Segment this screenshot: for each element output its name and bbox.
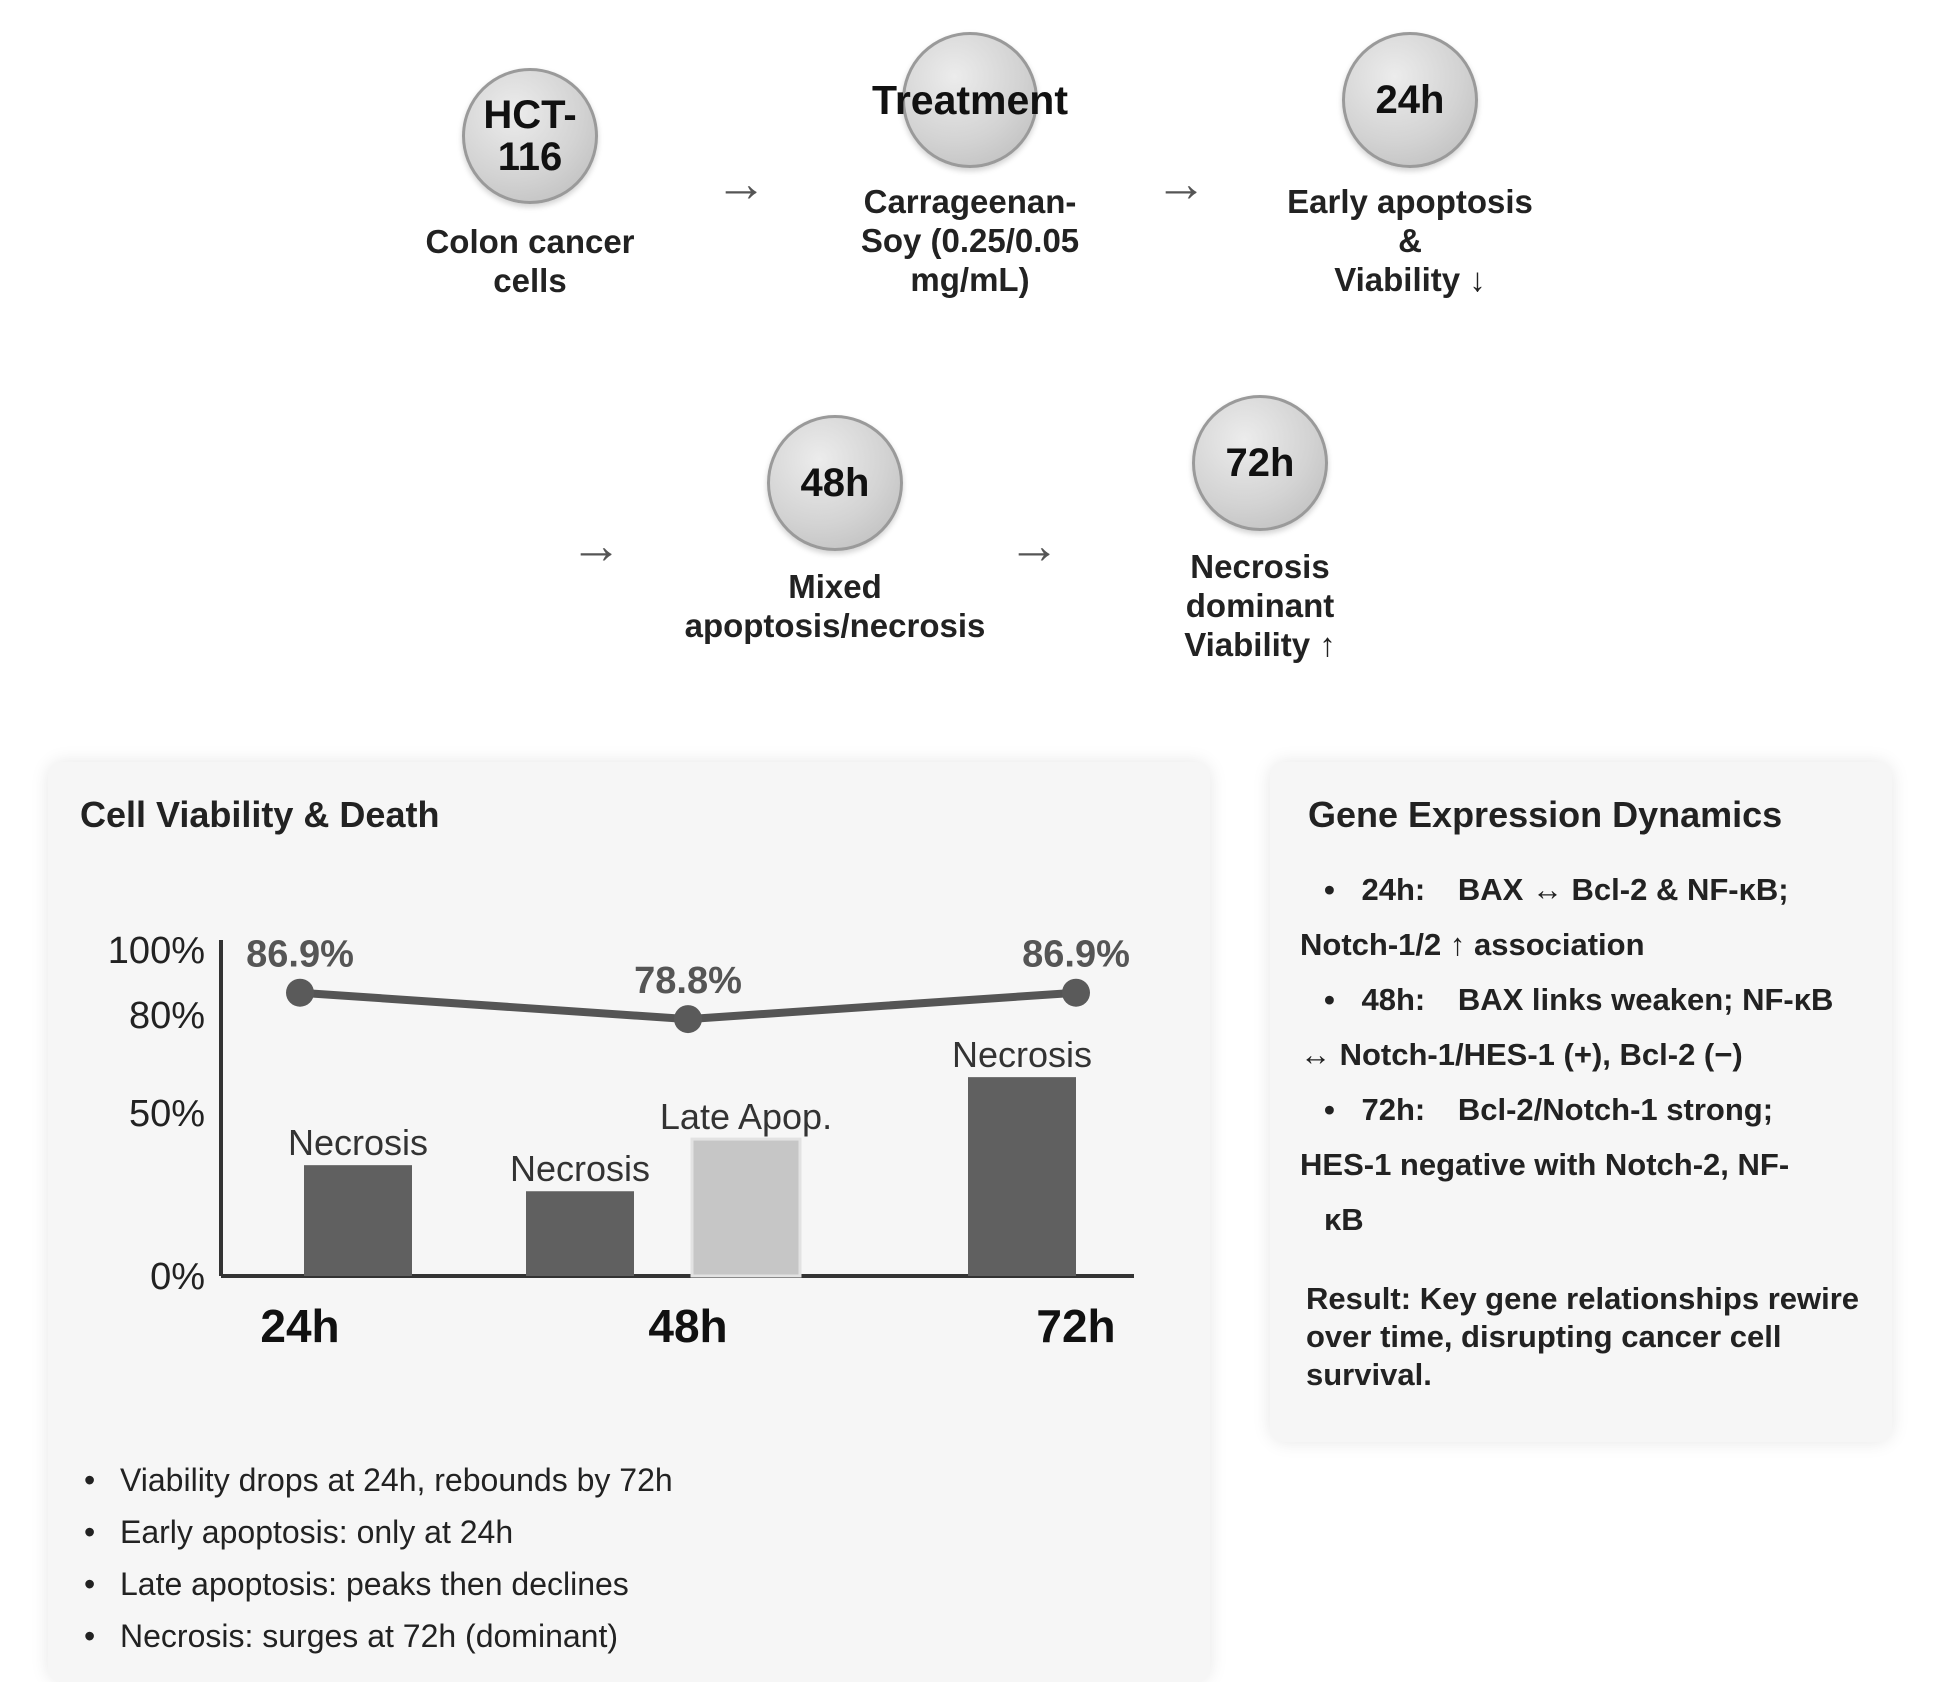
y-tick-label: 50%: [128, 1093, 205, 1135]
node-description: Necrosis dominant Viability ↑: [1184, 548, 1336, 663]
viability-value-label: 86.9%: [1022, 933, 1130, 976]
bar-necrosis: [304, 1165, 412, 1276]
viability-notes: [76, 1454, 673, 1662]
flow-node-hct116: [410, 68, 650, 300]
bar-label: Necrosis: [287, 1122, 429, 1164]
flow-node-24h: [1270, 32, 1550, 299]
node-circle: 48h: [767, 415, 903, 551]
node-description: Early apoptosis & Viability ↓: [1287, 183, 1533, 298]
gene-time: 24h:: [1361, 872, 1426, 907]
flow-node-48h: [680, 415, 990, 645]
bar-label: Necrosis: [509, 1148, 651, 1190]
viability-point: [1062, 979, 1090, 1007]
note-item: • Late apoptosis: peaks then declines: [76, 1558, 673, 1610]
gene-cont: Notch-1/2 ↑ association: [1300, 927, 1645, 962]
gene-time: 72h:: [1361, 1092, 1426, 1127]
viability-panel: [48, 762, 1210, 1682]
y-tick-label: 80%: [128, 995, 205, 1038]
viability-value-label: 86.9%: [246, 933, 354, 976]
y-tick-label: 100%: [107, 930, 205, 972]
gene-text: Bcl-2/Notch-1 strong;: [1457, 1092, 1774, 1127]
arrow-icon: →: [715, 155, 767, 213]
panel-title: Cell Viability & Death: [80, 794, 440, 835]
note-item: • Viability drops at 24h, rebounds by 72h: [76, 1454, 673, 1506]
node-circle: 24h: [1342, 32, 1478, 168]
x-tick-label: 24h: [260, 1300, 340, 1352]
gene-item: • 72h: Bcl-2/Notch-1 strong; HES-1 negative with Notch-2, NF- κB: [1300, 1092, 1790, 1237]
viability-value-label: 78.8%: [634, 960, 742, 1003]
bar-necrosis: [968, 1077, 1076, 1276]
bar-late-apoptosis: [692, 1139, 800, 1276]
node-description: Colon cancer cells: [425, 223, 635, 299]
panel-title: Gene Expression Dynamics: [1308, 794, 1783, 835]
viability-chart: [48, 762, 1210, 1402]
result-label: Result:: [1306, 1281, 1412, 1316]
gene-time: 48h:: [1361, 982, 1426, 1017]
node-description: Carrageenan- Soy (0.25/0.05 mg/mL): [860, 183, 1080, 298]
y-tick-label: 0%: [150, 1256, 205, 1298]
node-circle: 72h: [1192, 395, 1328, 531]
bar-label: Necrosis: [951, 1034, 1093, 1076]
gene-item: • 48h: BAX links weaken; NF-κB ↔ Notch-1/HES-1 (+), Bcl-2 (−): [1300, 982, 1834, 1072]
note-item: • Early apoptosis: only at 24h: [76, 1506, 673, 1558]
flow-node-treatment: [830, 32, 1110, 299]
gene-text: BAX links weaken; NF-κB: [1457, 982, 1834, 1017]
gene-cont: ↔ Notch-1/HES-1 (+), Bcl-2 (−): [1300, 1037, 1743, 1072]
result-text: [1306, 1280, 1866, 1394]
arrow-icon: →: [1008, 517, 1060, 575]
gene-text: BAX ↔ Bcl-2 & NF-κB;: [1457, 872, 1789, 907]
gene-list: [1300, 862, 1884, 1247]
result-body: Key gene relationships rewire over time, disrupting cancer cell survival.: [1306, 1281, 1860, 1392]
bar-necrosis: [526, 1191, 634, 1276]
gene-cont: HES-1 negative with Notch-2, NF- κB: [1300, 1147, 1790, 1237]
viability-point: [674, 1005, 702, 1033]
flow-node-72h: [1140, 395, 1380, 664]
node-circle: Treatment: [902, 32, 1038, 168]
node-circle: HCT- 116: [462, 68, 598, 204]
arrow-icon: →: [1155, 155, 1207, 213]
x-tick-label: 48h: [648, 1300, 728, 1352]
x-tick-label: 72h: [1036, 1300, 1116, 1352]
note-item: • Necrosis: surges at 72h (dominant): [76, 1610, 673, 1662]
bar-label: Late Apop.: [659, 1096, 833, 1138]
viability-point: [286, 979, 314, 1007]
gene-item: • 24h: BAX ↔ Bcl-2 & NF-κB; Notch-1/2 ↑ association: [1300, 872, 1789, 962]
arrow-icon: →: [570, 517, 622, 575]
node-description: Mixed apoptosis/necrosis: [684, 568, 986, 644]
gene-panel: [1270, 762, 1892, 1442]
